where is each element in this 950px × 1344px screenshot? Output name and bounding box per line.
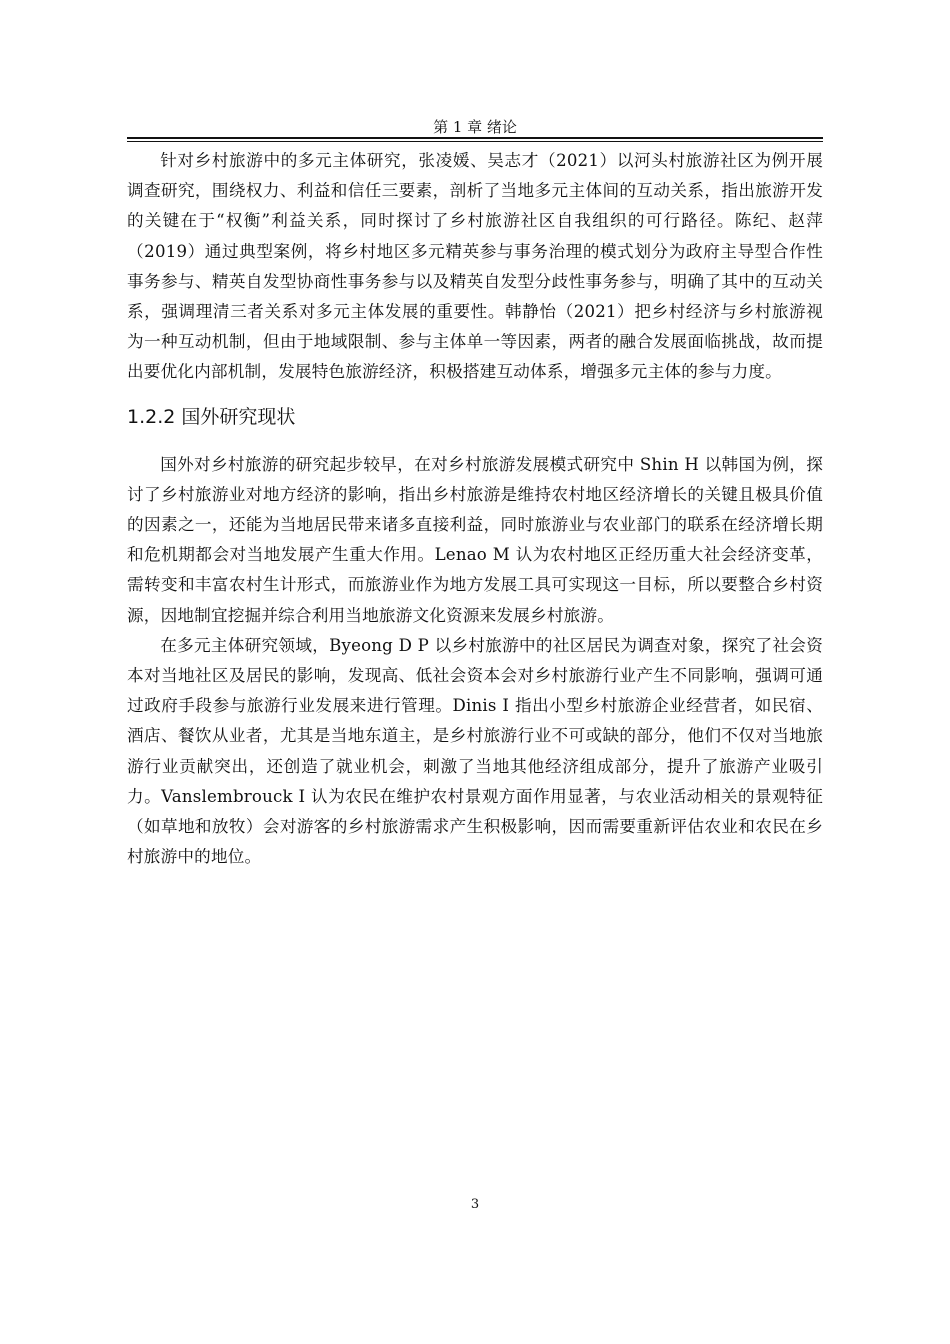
paragraph-foreign-development-model: 国外对乡村旅游的研究起步较早，在对乡村旅游发展模式研究中 Shin H 以韩国为例，探讨了乡村旅游业对地方经济的影响，指出乡村旅游是维持农村地区经济增长的关键且极具价值的因素之一，还能为当地居民带来诸多直接利益，同时旅游业与农业部门的联系在经济增长期和危机期都会对当地发展产生重大作用。Lenao M 认为农村地区正经历重大社会经济变革，需转变和丰富农村生计形式，而旅游业作为地方发展工具可实现这一目标，所以要整合乡村资源，因地制宜挖掘并综合利用当地旅游文化资源来发展乡村旅游。 [127,454,823,625]
page-body [127,146,823,872]
section-heading-foreign-research: 1.2.2 国外研究现状 [127,405,296,428]
paragraph-domestic-multi-subject: 针对乡村旅游中的多元主体研究，张凌媛、吴志才（2021）以河头村旅游社区为例开展调查研究，围绕权力、利益和信任三要素，剖析了当地多元主体间的互动关系，指出旅游开发的关键在于“权衡”利益关系，同时探讨了乡村旅游社区自我组织的可行路径。陈纪、赵萍（2019）通过典型案例，将乡村地区多元精英参与事务治理的模式划分为政府主导型合作性事务参与、精英自发型协商性事务参与以及精英自发型分歧性事务参与，明确了其中的互动关系，强调理清三者关系对多元主体发展的重要性。韩静怡（2021）把乡村经济与乡村旅游视为一种互动机制，但由于地域限制、参与主体单一等因素，两者的融合发展面临挑战，故而提出要优化内部机制，发展特色旅游经济，积极搭建互动体系，增强多元主体的参与力度。 [127,151,823,382]
header-rule-thick [127,137,823,139]
paragraph-foreign-multi-subject: 在多元主体研究领域，Byeong D P 以乡村旅游中的社区居民为调查对象，探究了社会资本对当地社区及居民的影响，发现高、低社会资本会对乡村旅游行业产生不同影响，强调可通过政府手段参与旅游行业发展来进行管理。Dinis I 指出小型乡村旅游企业经营者，如民宿、酒店、餐饮从业者，尤其是当地东道主，是乡村旅游行业不可或缺的部分，他们不仅对当地旅游行业贡献突出，还创造了就业机会，刺激了当地其他经济组成部分，提升了旅游产业吸引力。Vanslembrouck I 认为农民在维护农村景观方面作用显著，与农业活动相关的景观特征（如草地和放牧）会对游客的乡村旅游需求产生积极影响，因而需要重新评估农业和农民在乡村旅游中的地位。 [127,635,823,867]
chapter-header: 第 1 章 绪论 [433,118,517,136]
header-rule-thin [127,141,823,142]
page-number: 3 [470,1197,480,1212]
